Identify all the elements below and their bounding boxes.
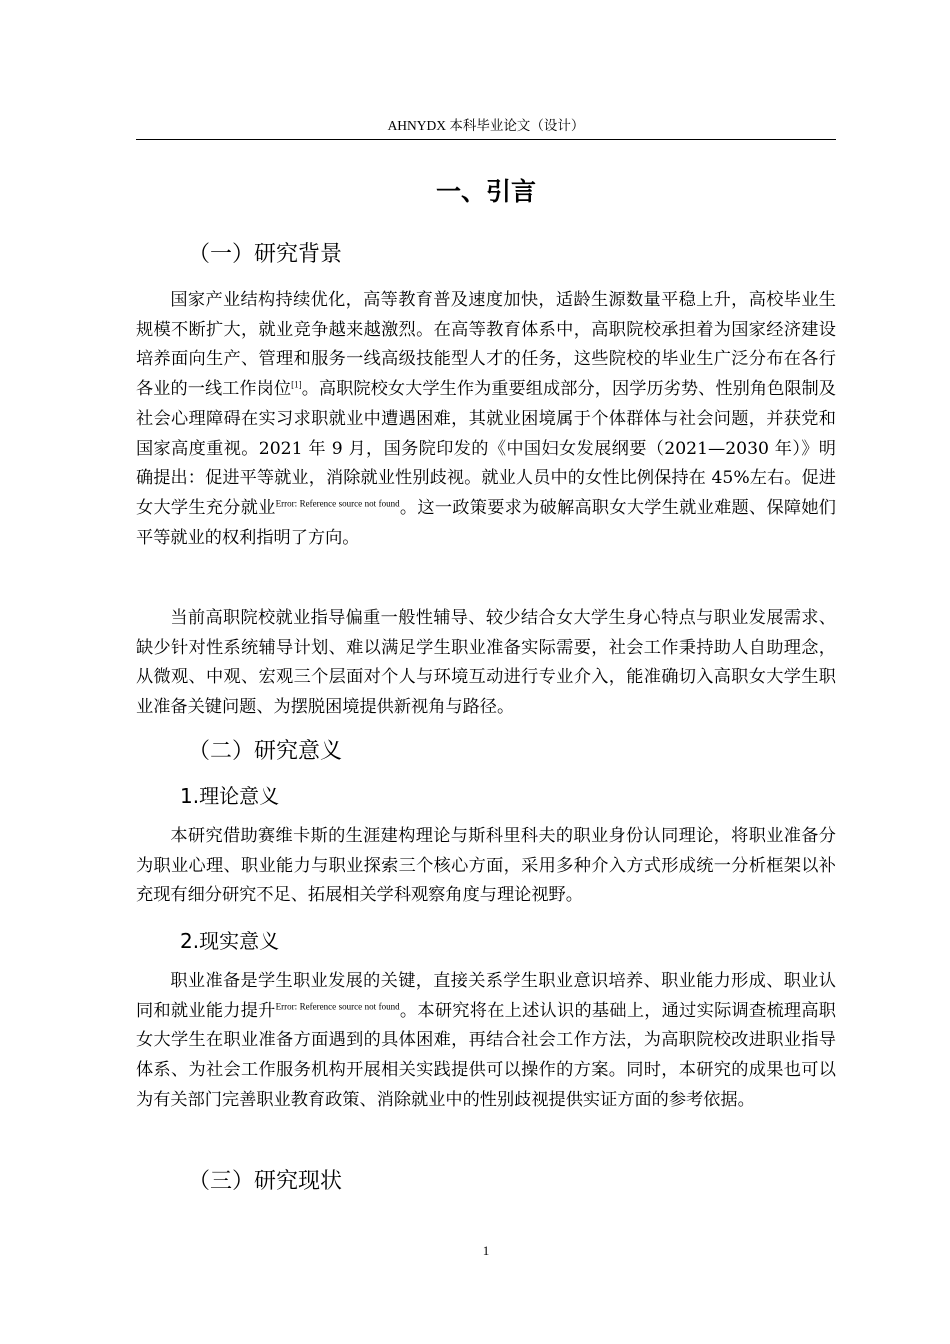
section-heading-background: （一）研究背景 — [188, 242, 343, 267]
running-header: AHNYDX 本科毕业论文（设计） — [387, 118, 585, 133]
section-heading-significance: （二）研究意义 — [188, 739, 343, 764]
subsection-heading-theory: 1.理论意义 — [180, 784, 280, 808]
page-number: 1 — [482, 1243, 490, 1258]
practice-text-a: 职业准备是学生职业发展的关键，直接关系学生职业意识培养、职业能力形成、职业认同和就业能力提升 — [136, 971, 836, 1021]
citation-error-ref: Error: Reference source not found — [275, 1000, 400, 1011]
practice-text-b: 。本研究将在上述认识的基础上，通过实际调查梳理高职女大学生在职业准备方面遇到的具体困难，再结合社会工作方法，为高职院校改进职业指导体系、为社会工作服务机构开展相关实践提供可以操作的方案。同时，本研究的成果也可以为有关部门完善职业教育政策、消除就业中的性别歧视提供实证方面的参考依据。 — [136, 1000, 836, 1110]
section-heading-status: （三）研究现状 — [188, 1169, 343, 1194]
citation-ref-1: [1] — [291, 379, 302, 390]
citation-error-ref: Error: Reference source not found — [275, 498, 400, 509]
background-p1-text-a: 国家产业结构持续优化，高等教育普及速度加快，适龄生源数量平稳上升，高校毕业生规模不断扩大，就业竞争越来越激烈。在高等教育体系中，高职院校承担着为国家经济建设培养面向生产、管理和服务一线高级技能型人才的任务，这些院校的毕业生广泛分布在各行各业的一线工作岗位 — [136, 290, 836, 400]
background-paragraph-2: 当前高职院校就业指导偏重一般性辅导、较少结合女大学生身心特点与职业发展需求、缺少针对性系统辅导计划、难以满足学生职业准备实际需要，社会工作秉持助人自助理念，从微观、中观、宏观三个层面对个人与环境互动进行专业介入，能准确切入高职女大学生职业准备关键问题、为摆脱困境提供新视角与路径。 — [136, 608, 836, 718]
background-p1-text-b: 。高职院校女大学生作为重要组成部分，因学历劣势、性别角色限制及社会心理障碍在实习求职就业中遭遇困难，其就业困境属于个体群体与社会问题，并获党和国家高度重视。2021 年 9 月，国务院印发的《中国妇女发展纲要（2021—2030 年）》明确提出：促进平等就业，消除就业性别歧视。就业人员中的女性比例保持在 45%左右。促进女大学生充分就业 — [136, 379, 836, 518]
background-paragraph-1 — [136, 286, 836, 553]
subsection-heading-practice: 2.现实意义 — [180, 929, 280, 953]
chapter-title: 一、引言 — [435, 177, 536, 206]
practice-paragraph — [136, 967, 836, 1116]
background-p1-text-c: 。这一政策要求为破解高职女大学生就业难题、保障她们平等就业的权利指明了方向。 — [136, 497, 836, 548]
header-divider — [136, 139, 836, 140]
theory-paragraph: 本研究借助赛维卡斯的生涯建构理论与斯科里科夫的职业身份认同理论，将职业准备分为职业心理、职业能力与职业探索三个核心方面，采用多种介入方式形成统一分析框架以补充现有细分研究不足、拓展相关学科观察角度与理论视野。 — [136, 826, 836, 906]
